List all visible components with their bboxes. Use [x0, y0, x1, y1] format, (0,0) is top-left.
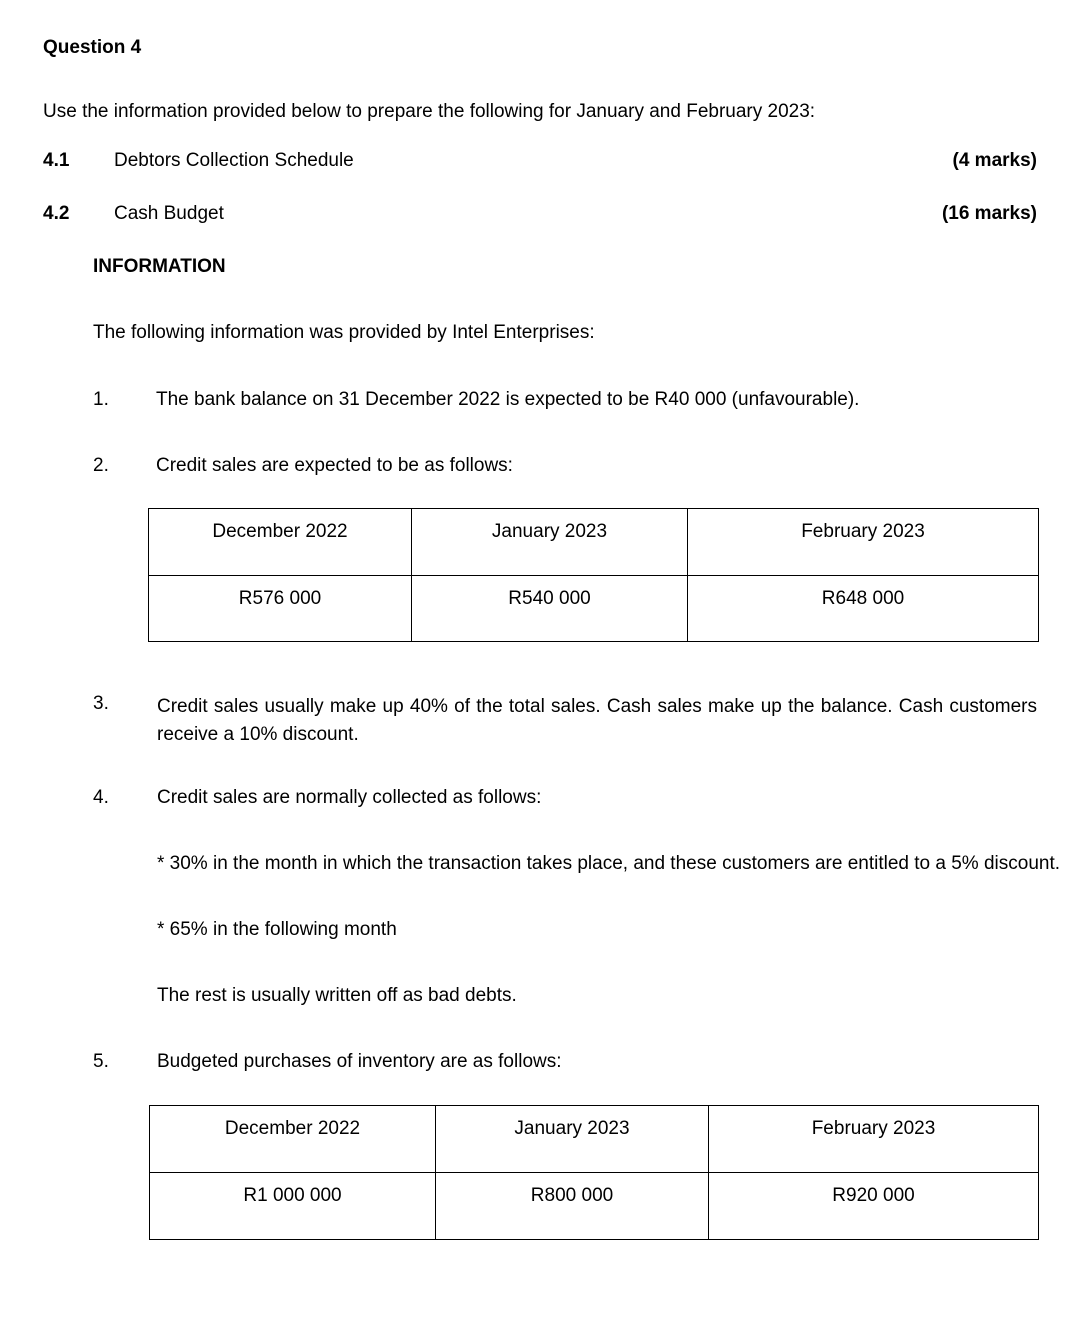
task-label: Debtors Collection Schedule	[114, 150, 354, 171]
item-number: 4.	[93, 787, 109, 808]
table-cell: R800 000	[436, 1173, 709, 1240]
task-marks: (16 marks)	[941, 203, 1037, 224]
item-text: The bank balance on 31 December 2022 is expected to be R40 000 (unfavourable).	[156, 389, 860, 410]
table-cell: R648 000	[688, 576, 1039, 642]
table-header-cell: December 2022	[149, 509, 412, 576]
table-cell: R920 000	[709, 1173, 1039, 1240]
information-intro: The following information was provided by Intel Enterprises:	[93, 322, 595, 343]
table-header-cell: December 2022	[150, 1106, 436, 1173]
task-number: 4.2	[43, 203, 70, 224]
task-marks: (4 marks)	[952, 150, 1037, 171]
question-title: Question 4	[43, 37, 142, 58]
item-number: 1.	[93, 389, 109, 410]
item-text: Budgeted purchases of inventory are as follows:	[157, 1051, 562, 1072]
table-header-cell: February 2023	[688, 509, 1039, 576]
table-header-cell: February 2023	[709, 1106, 1039, 1173]
item-number: 2.	[93, 455, 109, 476]
information-heading: INFORMATION	[93, 256, 226, 277]
table-header-row	[150, 1106, 1039, 1173]
item-text: Credit sales are expected to be as follows:	[156, 455, 513, 476]
table-header-cell: January 2023	[412, 509, 688, 576]
table-header-cell: January 2023	[436, 1106, 709, 1173]
collection-term: * 65% in the following month	[157, 919, 397, 940]
table-row	[150, 1173, 1039, 1240]
table-header-row	[149, 509, 1039, 576]
table-row	[149, 576, 1039, 642]
table-cell: R540 000	[412, 576, 688, 642]
task-number: 4.1	[43, 150, 70, 171]
table-cell: R576 000	[149, 576, 412, 642]
collection-term: * 30% in the month in which the transaction takes place, and these customers are entitled to a 5% discount.	[157, 853, 1061, 874]
item-number: 5.	[93, 1051, 109, 1072]
intro-text: Use the information provided below to prepare the following for January and February 2023:	[43, 101, 816, 122]
item-text: Credit sales are normally collected as follows:	[157, 787, 542, 808]
credit-sales-table	[148, 508, 1039, 642]
purchases-table	[149, 1105, 1039, 1240]
table-cell: R1 000 000	[150, 1173, 436, 1240]
item-text: Credit sales usually make up 40% of the total sales. Cash sales make up the balance. Cash customers receive a 10% discount.	[157, 696, 1037, 745]
item-number: 3.	[93, 693, 109, 714]
task-label: Cash Budget	[114, 203, 224, 224]
collection-note: The rest is usually written off as bad debts.	[157, 985, 517, 1006]
